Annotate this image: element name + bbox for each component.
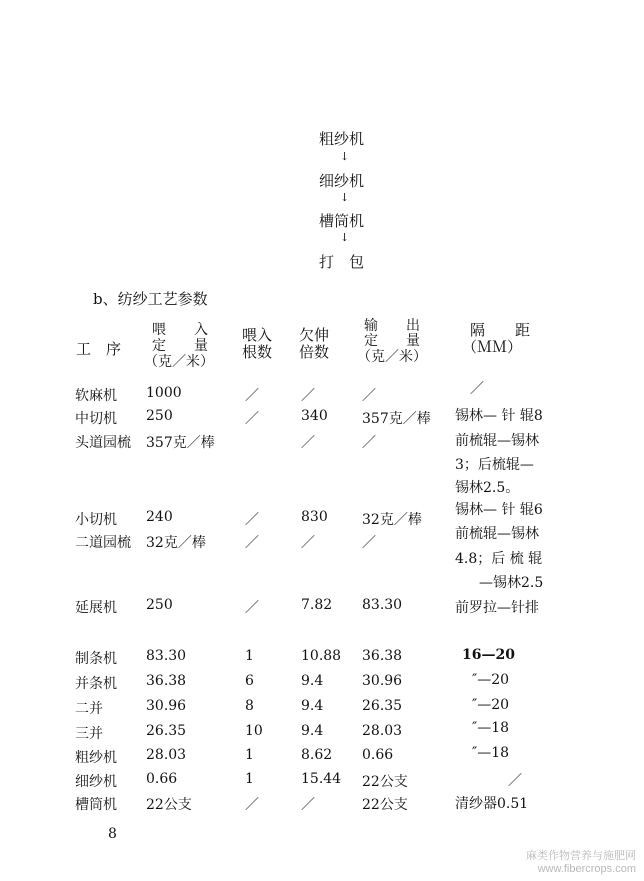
cell-draft: 340 — [301, 408, 328, 424]
header-process: 工 序 — [76, 340, 122, 358]
cell-draft: ／ — [301, 535, 315, 551]
section-title: b、纺纱工艺参数 — [93, 290, 208, 308]
cell-process: 粗纱机 — [75, 750, 117, 766]
cell-out-qty: 30.96 — [362, 673, 403, 689]
cell-gap: 锡林— 针 辊8 — [455, 408, 543, 424]
cell-feed-qty: 83.30 — [146, 648, 187, 664]
cell-feed-qty: 240 — [146, 509, 173, 525]
flow-step: 粗纱机 — [319, 130, 365, 148]
flow-step: 槽筒机 — [319, 212, 365, 230]
cell-feed-count: ／ — [245, 535, 259, 551]
cell-out-qty: 22公支 — [362, 774, 408, 790]
cell-gap: ／ — [508, 773, 522, 789]
flow-arrow-icon: ↓ — [340, 231, 350, 244]
header-draft-2: 倍数 — [299, 343, 330, 361]
flow-step: 打 包 — [319, 253, 365, 271]
cell-gap: 16—20 — [462, 647, 515, 663]
cell-gap: 清纱器0.51 — [455, 796, 529, 812]
cell-process: 二道园梳 — [75, 535, 131, 551]
cell-out-qty: 36.38 — [362, 648, 403, 664]
cell-feed-qty: 28.03 — [146, 747, 187, 763]
cell-gap: ″—18 — [472, 745, 510, 761]
cell-gap: ／ — [470, 381, 484, 397]
cell-feed-count: ／ — [245, 411, 259, 427]
flow-step: 细纱机 — [319, 172, 365, 190]
header-out-qty-2: 定 量 — [364, 333, 420, 349]
cell-process: 槽筒机 — [75, 797, 117, 813]
cell-feed-count: 8 — [245, 698, 254, 714]
cell-gap: 锡林2.5。 — [455, 480, 520, 496]
cell-feed-count: ／ — [245, 388, 259, 404]
cell-gap: ″—18 — [472, 720, 510, 736]
cell-process: 并条机 — [75, 676, 117, 692]
cell-draft: 7.82 — [301, 597, 333, 613]
cell-draft: 15.44 — [301, 771, 342, 787]
cell-out-qty: 32克／棒 — [362, 512, 422, 528]
header-feed-qty-1: 喂 入 — [152, 322, 208, 338]
cell-process: 软麻机 — [75, 388, 117, 404]
cell-feed-qty: 32克／棒 — [146, 535, 206, 551]
watermark — [526, 850, 636, 876]
cell-gap: ″—20 — [472, 697, 510, 713]
header-feed-count-1: 喂入 — [242, 326, 273, 344]
page-number: 8 — [108, 826, 117, 842]
cell-process: 头道园梳 — [75, 435, 131, 451]
cell-draft: 8.62 — [301, 747, 333, 763]
header-feed-count-2: 根数 — [242, 343, 273, 361]
cell-feed-count: 6 — [245, 673, 254, 689]
flow-arrow-icon: ↓ — [340, 191, 350, 204]
cell-feed-count: 1 — [245, 648, 254, 664]
cell-process: 二并 — [75, 701, 103, 717]
watermark-line-2: www.fibercrops.com — [537, 863, 636, 875]
watermark-line-1: 麻类作物营养与施肥网 — [526, 850, 636, 862]
cell-feed-count: ／ — [245, 512, 259, 528]
cell-out-qty: 0.66 — [362, 747, 394, 763]
cell-process: 制条机 — [75, 651, 117, 667]
header-feed-qty-2: 定 量 — [152, 338, 208, 354]
cell-gap: 3；后梳辊— — [455, 457, 534, 473]
cell-process: 小切机 — [75, 512, 117, 528]
cell-out-qty: 28.03 — [362, 723, 403, 739]
cell-gap: 前梳辊—锡林 — [455, 526, 539, 542]
cell-out-qty: ／ — [362, 388, 376, 404]
cell-feed-qty: 0.66 — [146, 771, 178, 787]
cell-feed-qty: 36.38 — [146, 673, 187, 689]
cell-draft: 9.4 — [301, 673, 324, 689]
cell-draft: ／ — [301, 435, 315, 451]
cell-feed-qty: 357克／棒 — [146, 435, 215, 451]
cell-draft: 10.88 — [301, 648, 342, 664]
cell-out-qty: ／ — [362, 435, 376, 451]
cell-draft: 9.4 — [301, 698, 324, 714]
cell-out-qty: 22公支 — [362, 797, 408, 813]
cell-gap: —锡林2.5 — [479, 575, 544, 591]
cell-feed-qty: 250 — [146, 408, 173, 424]
cell-gap: 锡林— 针 辊6 — [455, 502, 543, 518]
cell-process: 细纱机 — [75, 774, 117, 790]
header-feed-qty-3: （克／米） — [144, 354, 214, 370]
cell-draft: ／ — [301, 388, 315, 404]
header-out-qty-1: 输 出 — [364, 318, 420, 334]
cell-out-qty: ／ — [362, 535, 376, 551]
header-out-qty-3: （克／米） — [357, 349, 427, 365]
cell-feed-count: 10 — [245, 723, 263, 739]
cell-feed-qty: 26.35 — [146, 723, 187, 739]
cell-feed-count: 1 — [245, 771, 254, 787]
cell-process: 中切机 — [75, 411, 117, 427]
cell-out-qty: 83.30 — [362, 597, 403, 613]
header-draft-1: 欠伸 — [299, 326, 330, 344]
cell-process: 延展机 — [75, 600, 117, 616]
cell-process: 三并 — [75, 726, 103, 742]
cell-out-qty: 357克／棒 — [362, 411, 431, 427]
cell-gap: 前罗拉—针排 — [455, 600, 539, 616]
cell-draft: 9.4 — [301, 723, 324, 739]
cell-gap: 前梳辊—锡林 — [455, 433, 539, 449]
cell-feed-qty: 250 — [146, 597, 173, 613]
cell-feed-qty: 30.96 — [146, 698, 187, 714]
cell-feed-qty: 22公支 — [146, 797, 192, 813]
cell-feed-count: ／ — [245, 600, 259, 616]
cell-feed-qty: 1000 — [146, 385, 182, 401]
cell-draft: 830 — [301, 509, 328, 525]
cell-feed-count: ／ — [245, 797, 259, 813]
cell-draft: ／ — [301, 797, 315, 813]
cell-gap: 4.8；后 梳 辊 — [455, 551, 543, 567]
header-gap-2: （ＭＭ） — [462, 338, 523, 356]
cell-out-qty: 26.35 — [362, 698, 403, 714]
cell-gap: ″—20 — [472, 672, 510, 688]
flow-arrow-icon: ↓ — [340, 150, 350, 163]
header-gap-1: 隔 距 — [470, 321, 531, 339]
cell-feed-count: 1 — [245, 747, 254, 763]
